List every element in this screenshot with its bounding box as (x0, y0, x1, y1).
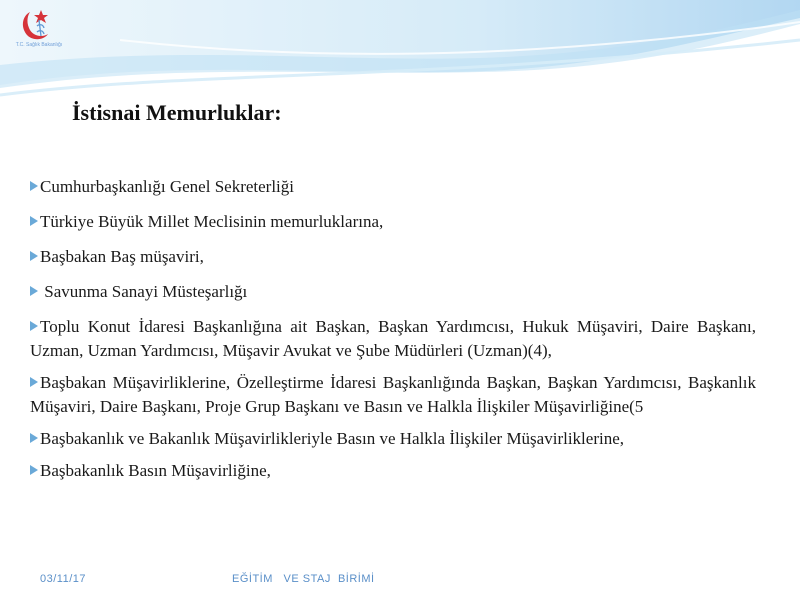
list-item: Savunma Sanayi Müsteşarlığı (30, 280, 756, 304)
list-item: Başbakan Baş müşaviri, (30, 245, 756, 269)
header-wave-decoration (0, 0, 800, 110)
list-item: Başbakanlık ve Bakanlık Müşavirlikleriyle Basın ve Halkla İlişkiler Müşavirliklerine, (30, 427, 756, 451)
arrow-bullet-icon (30, 377, 38, 387)
arrow-bullet-icon (30, 465, 38, 475)
arrow-bullet-icon (30, 181, 38, 191)
list-item: Başbakan Müşavirliklerine, Özelleştirme İdaresi Başkanlığında Başkan, Başkan Yardımcısı, Başkanlık Müşaviri, Daire Başkanı, Proje Grup Başkanı ve Basın ve Halkla İlişkiler Müşavirliğine(5 (30, 373, 756, 416)
slide-title: İstisnai Memurluklar: (72, 100, 282, 125)
list-item: Başbakanlık Basın Müşavirliğine, (30, 459, 756, 483)
footer-department: EĞİTİM VE STAJ BİRİMİ (232, 573, 375, 585)
footer-date: 03/11/17 (40, 573, 87, 585)
arrow-bullet-icon (30, 433, 38, 443)
bullet-list (30, 175, 756, 494)
ministry-logo (8, 6, 70, 68)
arrow-bullet-icon (30, 251, 38, 261)
arrow-bullet-icon (30, 321, 38, 331)
list-item: Cumhurbaşkanlığı Genel Sekreterliği (30, 175, 756, 199)
arrow-bullet-icon (30, 216, 38, 226)
crescent-star-icon (8, 6, 70, 46)
list-item: Türkiye Büyük Millet Meclisinin memurluklarına, (30, 210, 756, 234)
logo-org-name: T.C. Sağlık Bakanlığı (15, 42, 63, 48)
list-item: Toplu Konut İdaresi Başkanlığına ait Başkan, Başkan Yardımcısı, Hukuk Müşaviri, Daire Başkanı, Uzman, Uzman Yardımcısı, Müşavir Avukat ve Şube Müdürleri (Uzman)(4), (30, 317, 756, 360)
arrow-bullet-icon (30, 286, 38, 296)
